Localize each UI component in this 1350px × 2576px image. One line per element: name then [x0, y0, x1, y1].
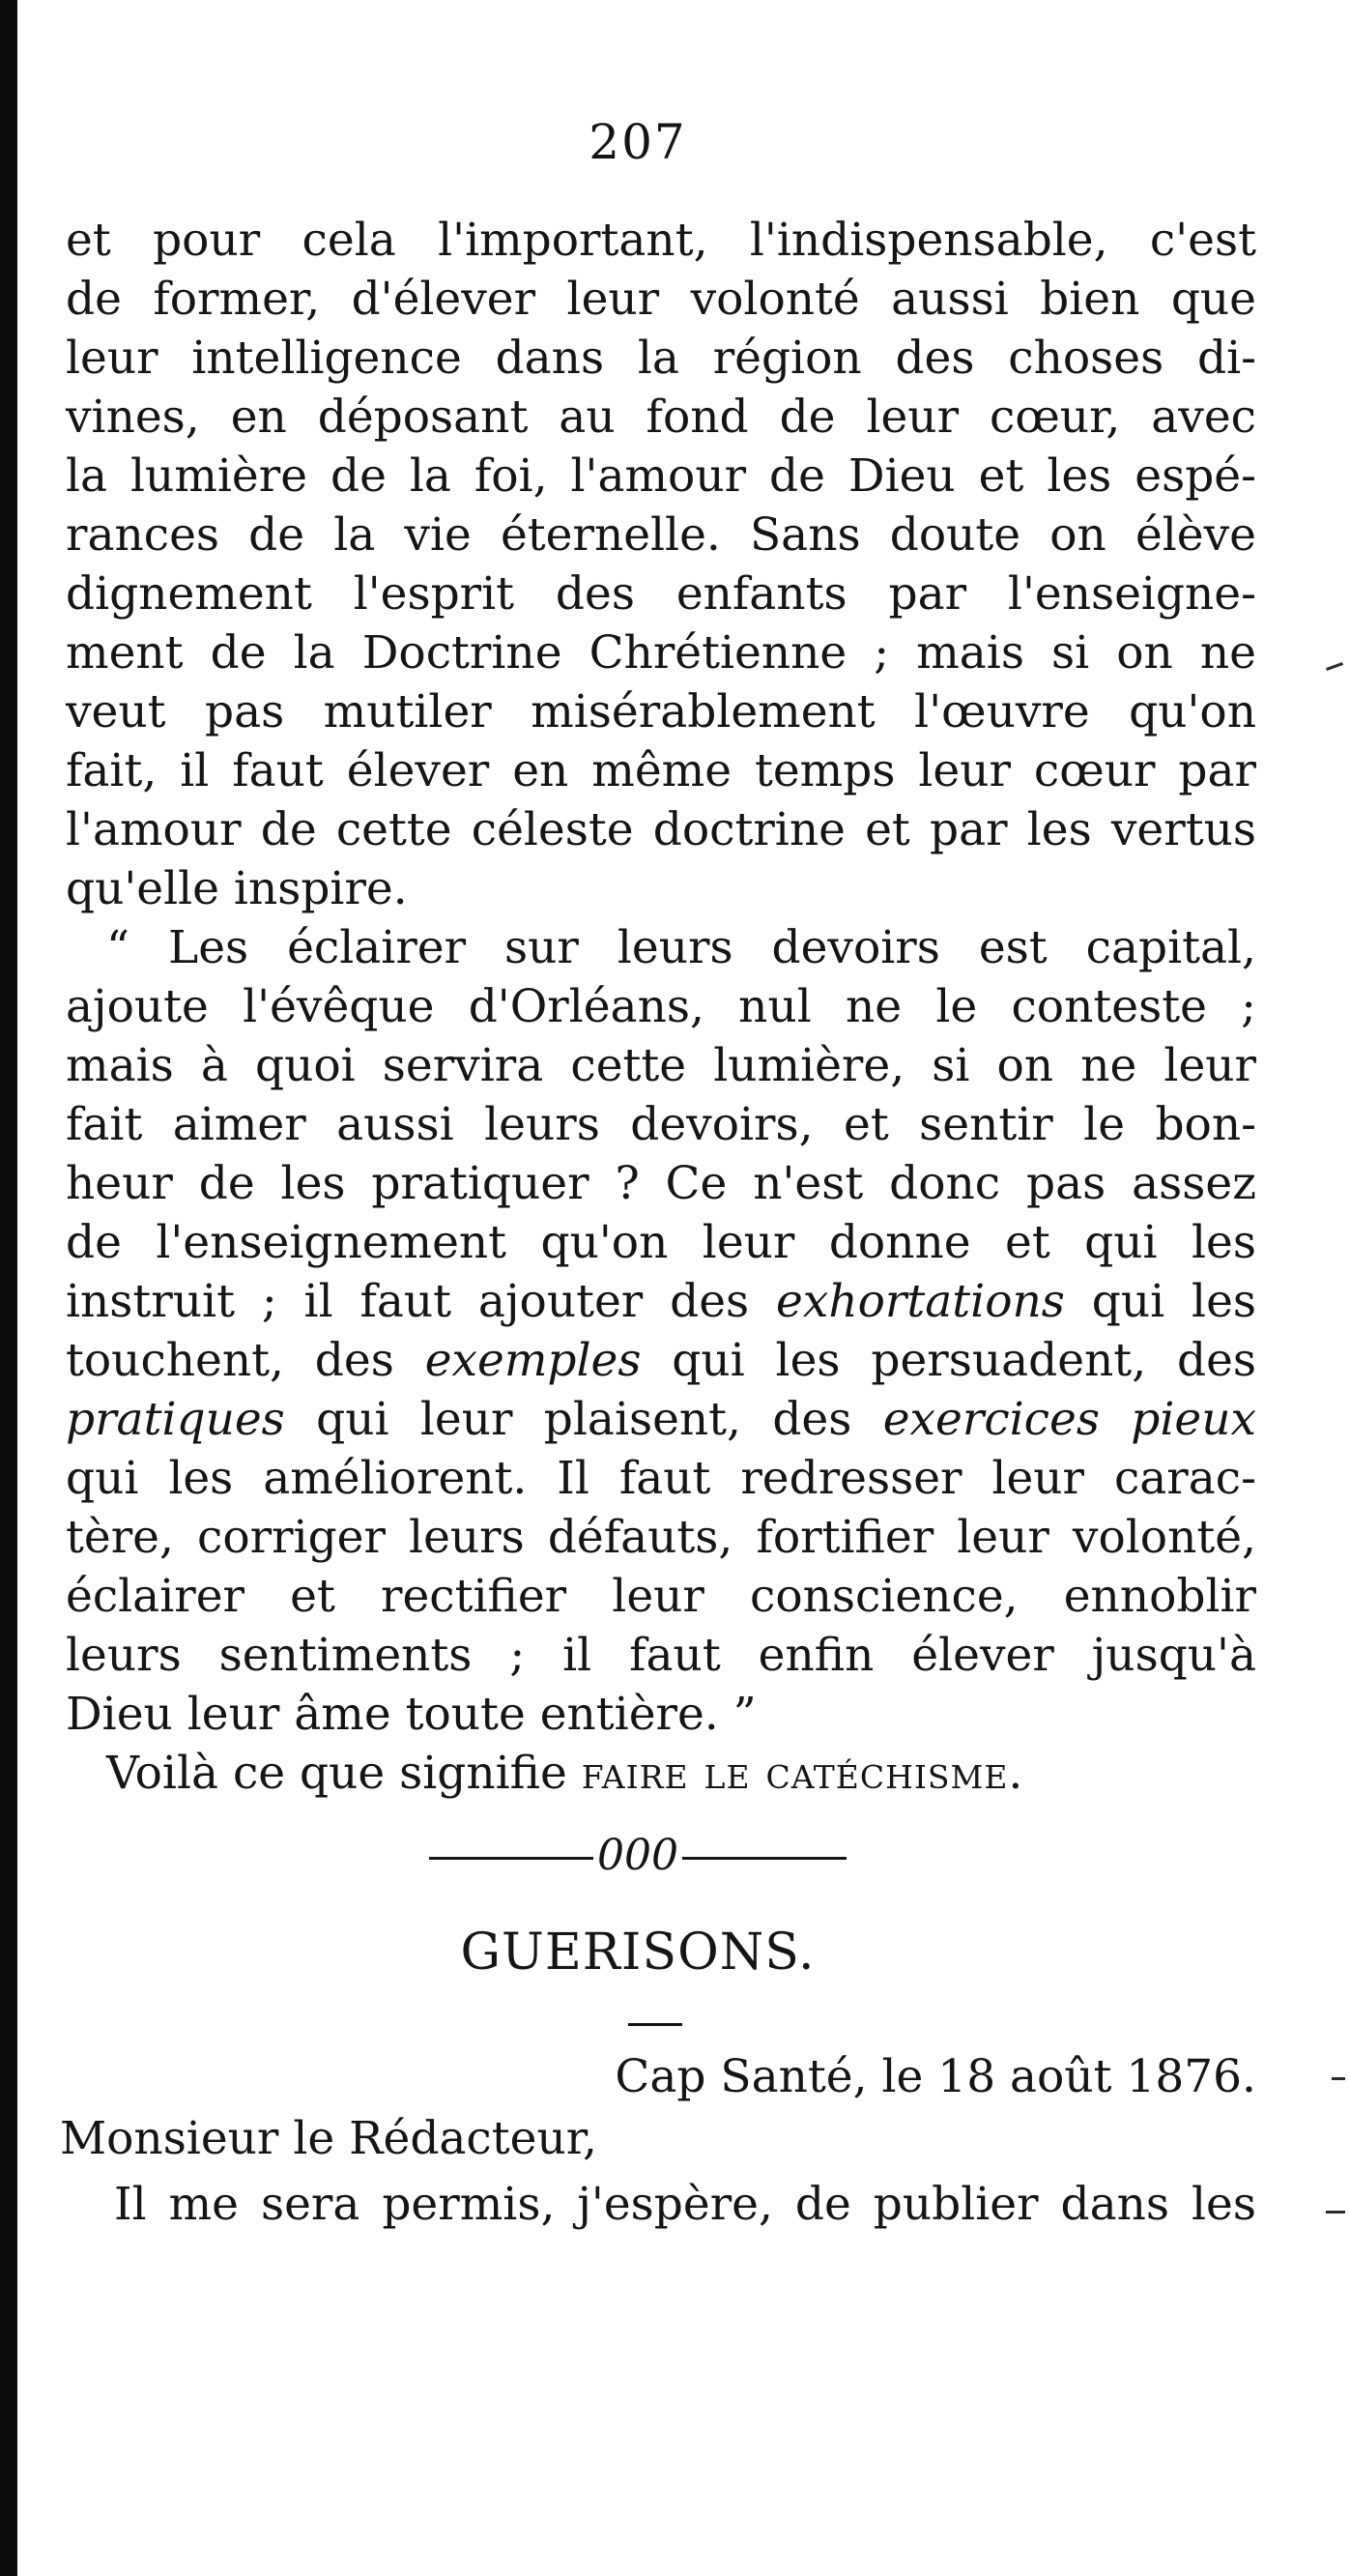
paragraph-2: [66, 918, 1256, 1744]
title-underline: [628, 2023, 682, 2026]
section-separator: [0, 1827, 1276, 1885]
text-line: [66, 1508, 1256, 1567]
text-segment: qui les améliorent. Il faut redresser leur carac-: [66, 1452, 1256, 1505]
text-line: [66, 564, 1256, 623]
text-line: [66, 1449, 1256, 1508]
text-segment: touchent, des: [66, 1334, 425, 1387]
text-line: [66, 623, 1256, 682]
page-binding-edge: [0, 0, 17, 2576]
text-line: [66, 1154, 1256, 1213]
text-line: [66, 1095, 1256, 1154]
italic-text: exercices pieux: [882, 1393, 1256, 1446]
page-number: 207: [589, 114, 687, 170]
letter-salutation: Monsieur le Rédacteur,: [60, 2112, 597, 2165]
margin-mark: [1326, 662, 1343, 671]
closing-text: Voilà ce que signifie: [106, 1747, 582, 1800]
text-segment: qu'elle inspire.: [66, 862, 408, 915]
italic-text: pratiques: [66, 1393, 285, 1446]
text-segment: la lumière de la foi, l'amour de Dieu et les espé-: [66, 449, 1256, 503]
text-segment: et pour cela l'important, l'indispensable, c'est: [66, 214, 1256, 267]
margin-mark: [1326, 2211, 1345, 2214]
text-line: [66, 800, 1256, 859]
text-segment: qui leur plaisent, des: [284, 1393, 883, 1446]
text-segment: dignement l'esprit des enfants par l'enseigne-: [66, 567, 1256, 621]
paragraph-1: [66, 211, 1256, 918]
text-segment: “ Les éclairer sur leurs devoirs est capital,: [106, 921, 1256, 974]
text-line: [66, 1626, 1256, 1685]
text-line: [66, 1390, 1256, 1449]
text-segment: fait, il faut élever en même temps leur cœur par: [66, 744, 1256, 797]
margin-mark: [1332, 2077, 1345, 2080]
text-segment: leurs sentiments ; il faut enfin élever jusqu'à: [66, 1629, 1256, 1682]
text-segment: rances de la vie éternelle. Sans doute on élève: [66, 508, 1256, 562]
text-segment: Dieu leur âme toute entière. ”: [66, 1688, 757, 1741]
separator-text: 000: [597, 1831, 678, 1880]
closing-line: [66, 1744, 1256, 1803]
section-title: GUERISONS.: [460, 1924, 816, 1982]
text-line: [66, 977, 1256, 1036]
italic-text: exhortations: [776, 1275, 1065, 1328]
text-segment: veut pas mutiler misérablement l'œuvre qu'on: [66, 685, 1256, 738]
text-segment: de l'enseignement qu'on leur donne et qui les: [66, 1216, 1256, 1269]
text-line: [66, 1272, 1256, 1331]
text-line: [66, 1331, 1256, 1390]
text-line: [66, 1036, 1256, 1095]
text-line: [66, 918, 1256, 977]
text-segment: ment de la Doctrine Chrétienne ; mais si on ne: [66, 626, 1256, 680]
text-segment: qui les: [1064, 1275, 1257, 1328]
closing-caps-text: faire le catéchisme.: [581, 1747, 1024, 1800]
text-line: [66, 506, 1256, 564]
text-segment: leur intelligence dans la région des choses di-: [66, 332, 1256, 385]
text-line: [66, 270, 1256, 329]
separator-dash-left: [429, 1857, 593, 1860]
text-segment: fait aimer aussi leurs devoirs, et sentir le bon-: [66, 1098, 1256, 1151]
italic-text: exemples: [424, 1334, 642, 1387]
text-line: [66, 1213, 1256, 1272]
text-line: [66, 682, 1256, 741]
text-segment: tère, corriger leurs défauts, fortifier leur volonté,: [66, 1511, 1256, 1564]
letter-first-line: Il me sera permis, j'espère, de publier dans les: [114, 2178, 1256, 2231]
text-line: [66, 211, 1256, 270]
main-text-column: [66, 211, 1256, 1803]
text-line: [66, 1567, 1256, 1626]
text-segment: heur de les pratiquer ? Ce n'est donc pas assez: [66, 1157, 1256, 1210]
text-line: [66, 329, 1256, 388]
text-segment: vines, en déposant au fond de leur cœur, avec: [66, 391, 1256, 444]
text-segment: qui les persuadent, des: [641, 1334, 1256, 1387]
text-segment: l'amour de cette céleste doctrine et par les vertus: [66, 803, 1256, 856]
text-segment: instruit ; il faut ajouter des: [66, 1275, 777, 1328]
text-line: [66, 1685, 1256, 1744]
text-line: [66, 859, 1256, 918]
text-line: [66, 447, 1256, 506]
text-segment: mais à quoi servira cette lumière, si on ne leur: [66, 1039, 1256, 1092]
text-segment: éclairer et rectifier leur conscience, ennoblir: [66, 1570, 1256, 1623]
text-line: [66, 388, 1256, 447]
text-segment: ajoute l'évêque d'Orléans, nul ne le conteste ;: [66, 980, 1256, 1033]
text-line: [66, 741, 1256, 800]
letter-dateline: Cap Santé, le 18 août 1876.: [615, 2050, 1256, 2103]
separator-dash-right: [682, 1857, 847, 1860]
text-segment: de former, d'élever leur volonté aussi bien que: [66, 273, 1256, 326]
